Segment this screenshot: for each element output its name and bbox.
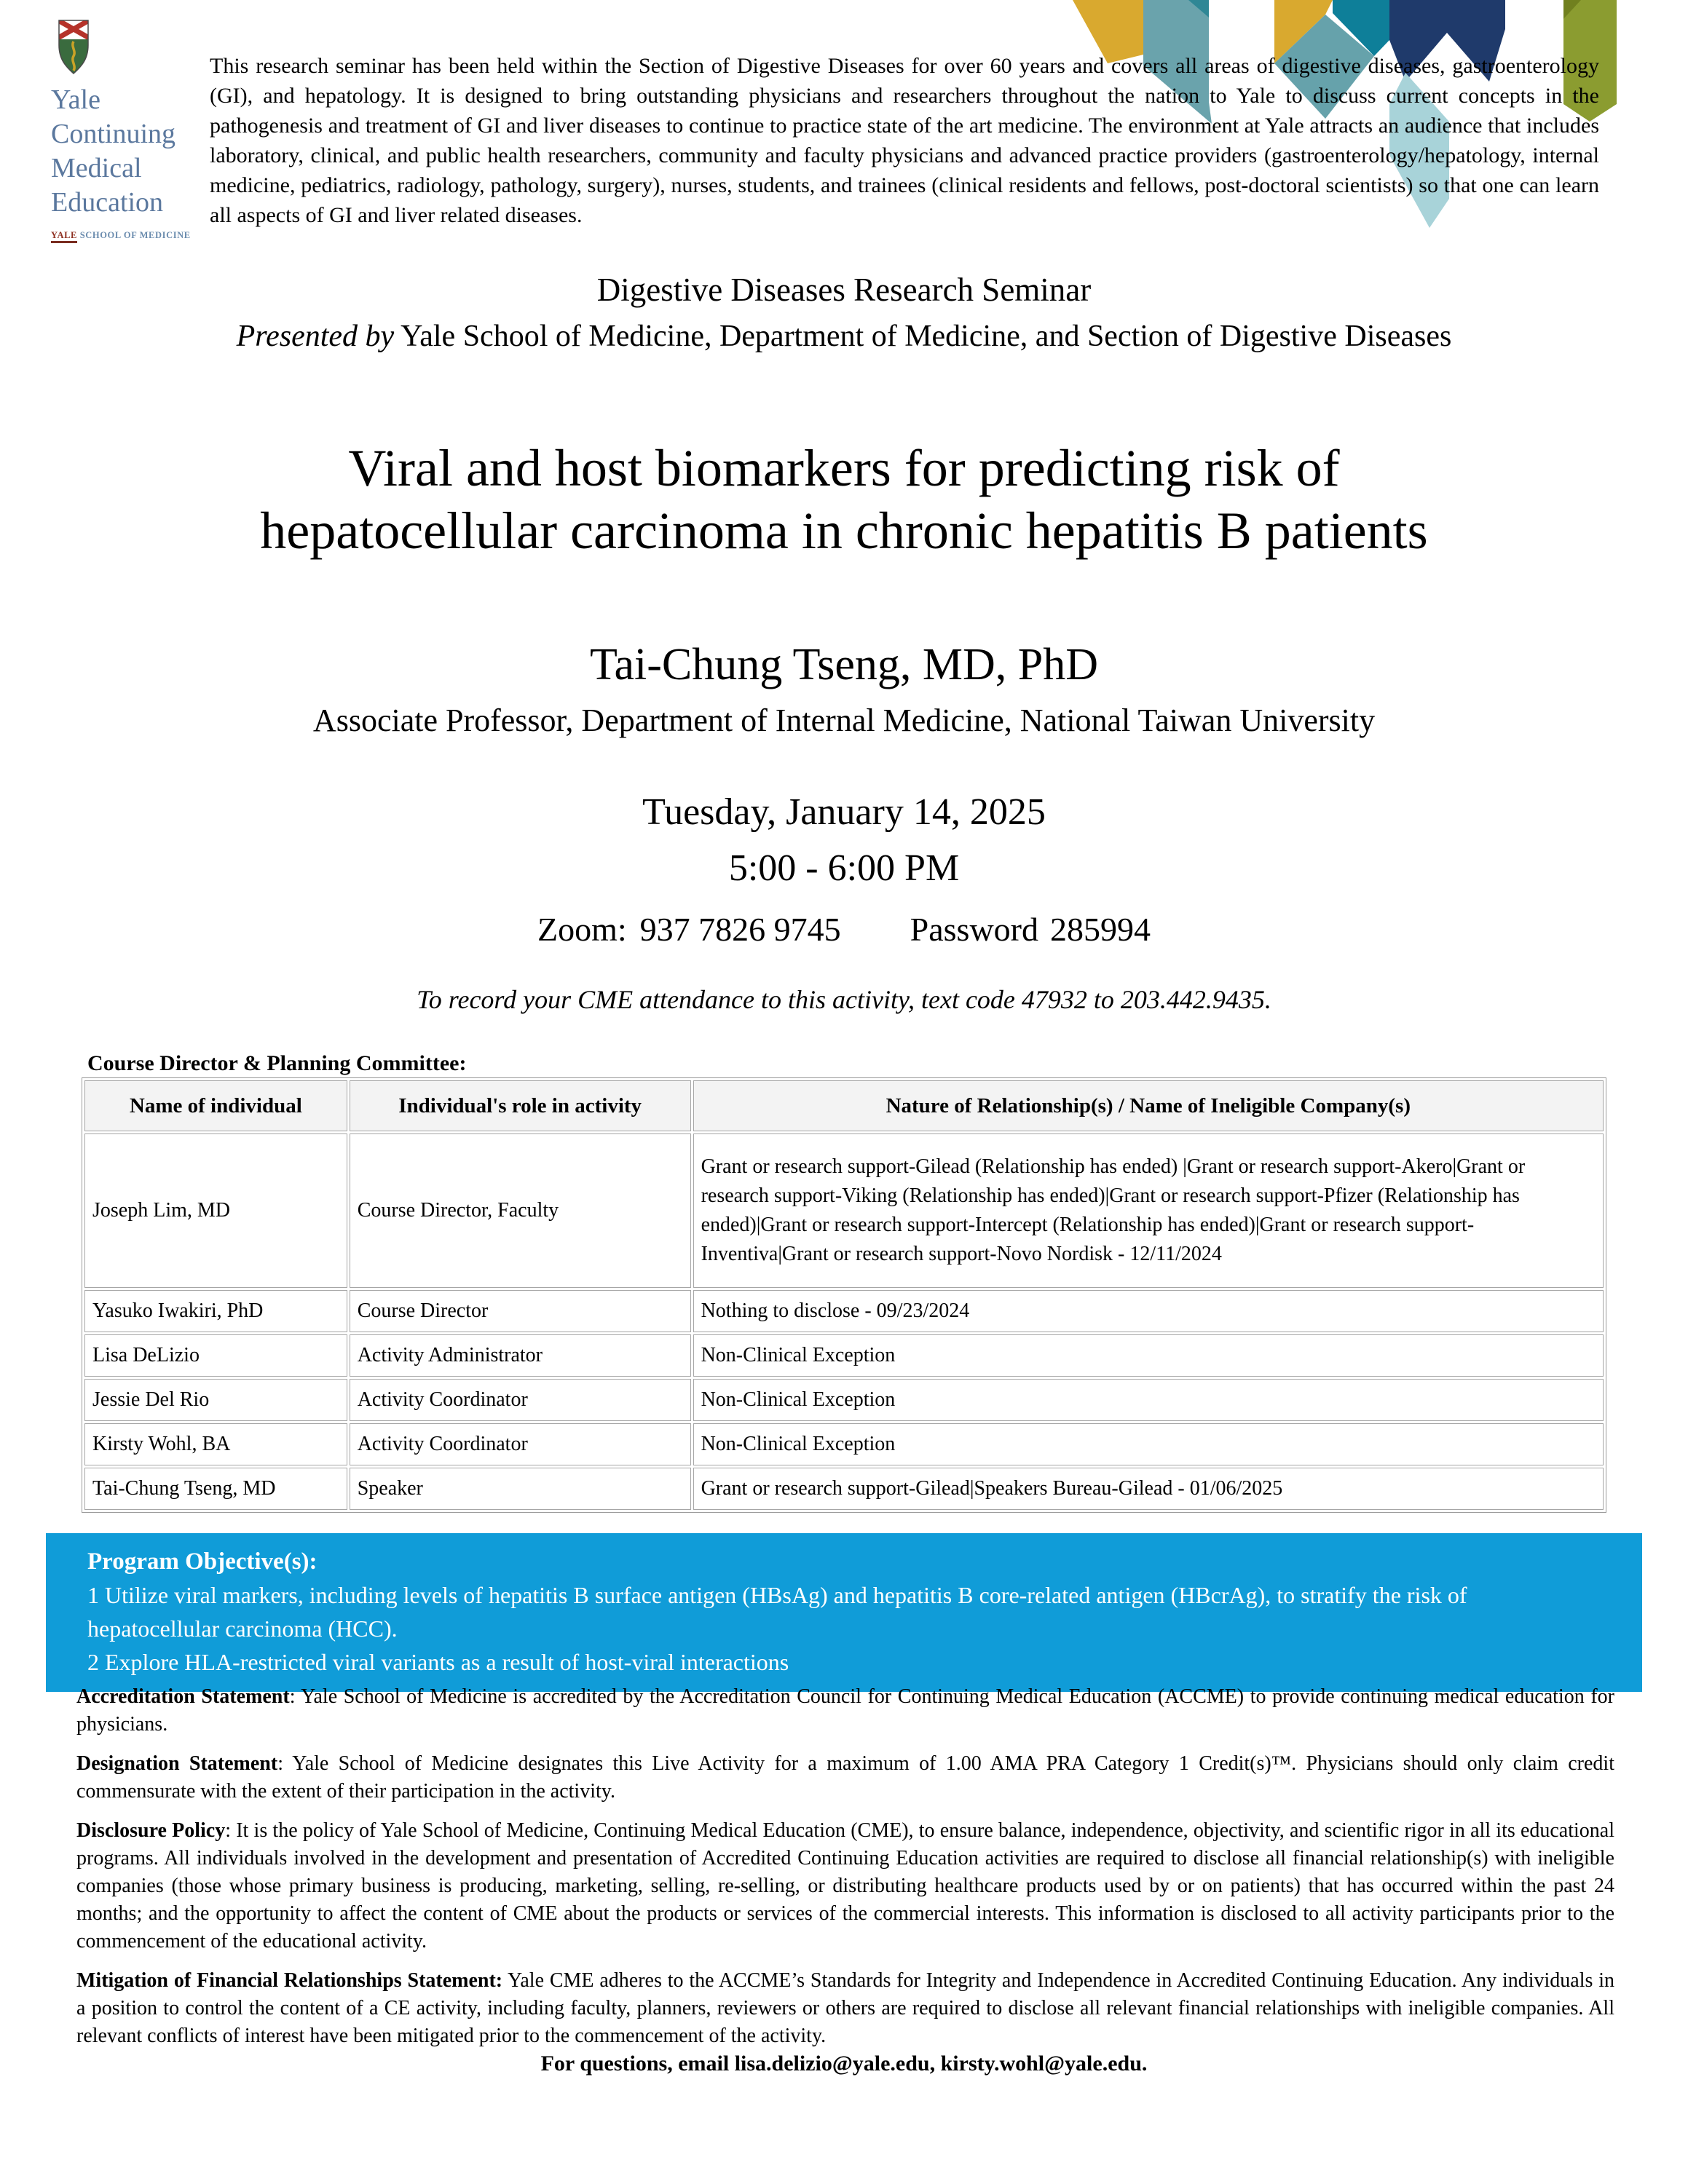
cell-disclosure: Grant or research support-Gilead (Relationship has ended) |Grant or research support-Akero|Grant or research support-Viking (Relationship has ended)|Grant or research support-Pfizer (Relationship has ended)|Grant or research support-Intercept (Relationship has ended)|Grant or research support-Inventiva|Grant or research support-Novo Nordisk - 12/11/2024	[693, 1133, 1604, 1288]
logo-word-continuing: Continuing	[51, 119, 176, 149]
talk-title-line2: hepatocellular carcinoma in chronic hepatitis B patients	[260, 502, 1428, 560]
logo-word-yale: Yale	[51, 84, 100, 115]
logo-word-medical: Medical	[51, 153, 142, 183]
cell-name: Kirsty Wohl, BA	[84, 1423, 347, 1465]
col-header-relationship: Nature of Relationship(s) / Name of Ineligible Company(s)	[693, 1080, 1604, 1131]
presented-by-rest: Yale School of Medicine, Department of Medicine, and Section of Digestive Diseases	[394, 320, 1452, 353]
objective-item-2: 2 Explore HLA-restricted viral variants as a result of host-viral interactions	[87, 1649, 789, 1675]
accreditation-statement: Accreditation Statement: Yale School of Medicine is accredited by the Accreditation Council for Continuing Medical Education (ACCME) to provide continuing medical education for physicians.	[76, 1685, 1614, 1736]
cell-name: Tai-Chung Tseng, MD	[84, 1468, 347, 1510]
cell-role: Activity Coordinator	[350, 1379, 691, 1421]
cell-disclosure: Nothing to disclose - 09/23/2024	[693, 1290, 1604, 1332]
table-row	[84, 1468, 1604, 1510]
presented-by-line	[0, 319, 1688, 354]
talk-title	[0, 437, 1688, 562]
yale-crest-icon	[57, 19, 90, 76]
zoom-info-line	[0, 910, 1688, 949]
cell-name: Jessie Del Rio	[84, 1379, 347, 1421]
table-header-row	[84, 1080, 1604, 1131]
talk-title-line1: Viral and host biomarkers for predicting risk of	[348, 439, 1340, 497]
presented-by-label: Presented by	[236, 320, 395, 353]
cell-role: Activity Administrator	[350, 1334, 691, 1377]
logo-tagline-rest: SCHOOL OF MEDICINE	[76, 230, 191, 240]
table-row	[84, 1334, 1604, 1377]
yale-cme-logo	[51, 19, 233, 241]
cell-role: Activity Coordinator	[350, 1423, 691, 1465]
disclosure-table	[82, 1077, 1606, 1513]
cell-disclosure: Non-Clinical Exception	[693, 1423, 1604, 1465]
logo-wordmark	[51, 83, 233, 220]
table-row	[84, 1290, 1604, 1332]
contact-line: For questions, email lisa.delizio@yale.edu, kirsty.wohl@yale.edu.	[540, 2052, 1148, 2076]
cell-role: Course Director, Faculty	[350, 1133, 691, 1288]
logo-tagline	[51, 230, 233, 241]
designation-statement: Designation Statement: Yale School of Medicine designates this Live Activity for a maximum of 1.00 AMA PRA Category 1 Credit(s)™. Physicians should only claim credit commensurate with the extent of their participation in the activity.	[76, 1752, 1614, 1803]
cell-role: Course Director	[350, 1290, 691, 1332]
logo-tagline-yale: YALE	[51, 230, 77, 243]
cell-role: Speaker	[350, 1468, 691, 1510]
cme-attendance-notice: To record your CME attendance to this activity, text code 47932 to 203.442.9435.	[417, 985, 1271, 1014]
zoom-password-value: 285994	[1050, 911, 1151, 948]
table-row	[84, 1423, 1604, 1465]
program-objectives-box	[46, 1533, 1642, 1692]
disclosure-table-wrap	[82, 1077, 1606, 1513]
table-row	[84, 1133, 1604, 1288]
statements-section	[76, 1683, 1614, 2062]
committee-heading: Course Director & Planning Committee:	[87, 1051, 467, 1075]
cell-name: Yasuko Iwakiri, PhD	[84, 1290, 347, 1332]
zoom-meeting-id: 937 7826 9745	[639, 911, 841, 948]
cell-name: Joseph Lim, MD	[84, 1133, 347, 1288]
logo-word-education: Education	[51, 187, 164, 218]
disclosure-policy: Disclosure Policy: It is the policy of Yale School of Medicine, Continuing Medical Education (CME), to ensure balance, independence, objectivity, and scientific rigor in all its educational programs. All individuals involved in the development and presentation of Accredited Continuing Education activities are required to disclose all financial relationship(s) with ineligible companies (those whose primary business is producing, marketing, selling, re-selling, or distributing healthcare products used by or on patients) that has occurred within the past 24 months; and the opportunity to affect the content of CME about the products or services of the commercial interests. This information is disclosed to all activity participants prior to the commencement of the educational activity.	[76, 1819, 1615, 1952]
speaker-affiliation: Associate Professor, Department of Internal Medicine, National Taiwan University	[312, 703, 1376, 738]
col-header-role: Individual's role in activity	[350, 1080, 691, 1131]
col-header-name: Name of individual	[84, 1080, 347, 1131]
event-time: 5:00 - 6:00 PM	[728, 847, 960, 889]
speaker-name: Tai-Chung Tseng, MD, PhD	[589, 640, 1098, 689]
cell-disclosure: Non-Clinical Exception	[693, 1379, 1604, 1421]
cell-disclosure: Non-Clinical Exception	[693, 1334, 1604, 1377]
objective-item-1: 1 Utilize viral markers, including levels of hepatitis B surface antigen (HBsAg) and hepatitis B core-related antigen (HBcrAg), to stratify the risk of hepatocellular carcinoma (HCC).	[87, 1582, 1467, 1642]
intro-paragraph: This research seminar has been held within the Section of Digestive Diseases for over 60 years and covers all areas of digestive diseases, gastroenterology (GI), and hepatology. It is designed to bring outstanding physicians and researchers throughout the nation to Yale to discuss current concepts in the pathogenesis and treatment of GI and liver diseases to continue to practice state of the art medicine. The environment at Yale attracts an audience that includes laboratory, clinical, and public health researchers, community and faculty physicians and advanced practice providers (gastroenterology/hepatology, internal medicine, pediatrics, radiology, pathology, surgery), nurses, students, and trainees (clinical residents and fellows, post-doctoral scientists) so that one can learn all aspects of GI and liver related diseases.	[210, 54, 1599, 227]
mitigation-statement: Mitigation of Financial Relationships Statement: Yale CME adheres to the ACCME’s Standards for Integrity and Independence in Accredited Continuing Education. Any individuals in a position to control the content of a CE activity, including faculty, planners, reviewers or others are required to disclose all relevant financial relationships with ineligible companies. All relevant conflicts of interest have been mitigated prior to the commencement of the activity.	[76, 1969, 1615, 2047]
zoom-label: Zoom:	[537, 911, 627, 948]
event-date: Tuesday, January 14, 2025	[642, 791, 1046, 833]
series-title: Digestive Diseases Research Seminar	[596, 272, 1092, 308]
cell-disclosure: Grant or research support-Gilead|Speakers Bureau-Gilead - 01/06/2025	[693, 1468, 1604, 1510]
zoom-password-label: Password	[910, 911, 1038, 948]
objectives-heading: Program Objective(s):	[87, 1548, 318, 1575]
table-row	[84, 1379, 1604, 1421]
cell-name: Lisa DeLizio	[84, 1334, 347, 1377]
